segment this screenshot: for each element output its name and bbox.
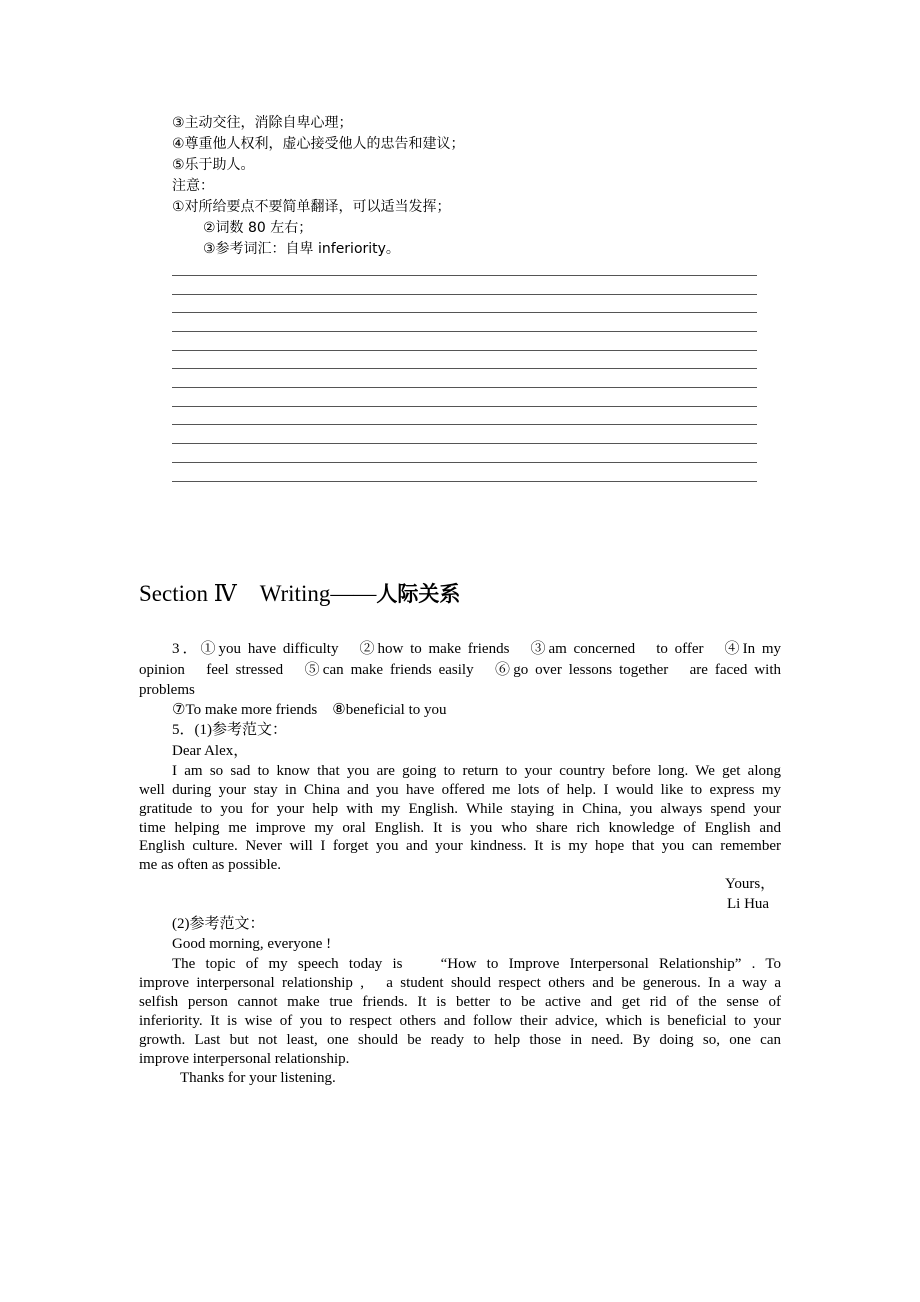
- section-title: [139, 578, 460, 610]
- speech-body-line: selfish person cannot make true friends. It is better to be active and get rid of the sense of: [139, 994, 781, 1010]
- answer-line[interactable]: [172, 368, 757, 369]
- requirement-point-5: ⑤乐于助人。: [172, 157, 255, 173]
- letter-body-line: I am so sad to know that you are going to return to your country before long. We get along: [172, 763, 781, 779]
- answer-line[interactable]: [172, 424, 757, 425]
- speech-body-line: improve interpersonal relationship , a student should respect others and be generous. In a way a: [139, 975, 781, 991]
- speech-body-line: improve interpersonal relationship.: [139, 1051, 350, 1067]
- q3-line-3: problems: [139, 682, 195, 698]
- answer-line[interactable]: [172, 331, 757, 332]
- speech-greeting: Good morning, everyone !: [172, 936, 332, 952]
- section-title-cn: 人际关系: [376, 582, 461, 606]
- note-3: ③参考词汇：自卑 inferiority。: [203, 241, 400, 257]
- requirement-point-4: ④尊重他人权利，虚心接受他人的忠告和建议；: [172, 136, 465, 152]
- answer-line[interactable]: [172, 312, 757, 313]
- answer-line[interactable]: [172, 350, 757, 351]
- q3-line-2: opinion feel stressed ⑤can make friends easily ⑥go over lessons together are faced with: [139, 662, 781, 678]
- notes-label: 注意：: [172, 178, 214, 194]
- letter-body-line: English culture. Never will I forget you and your kindness. It is my hope that you can remember: [139, 838, 781, 854]
- speech-closing: Thanks for your listening.: [180, 1070, 336, 1086]
- letter-salutation: Dear Alex，: [172, 743, 249, 759]
- letter-body-line: well during your stay in China and you have offered me lots of help. I would like to express my: [139, 782, 781, 798]
- note-2: ②词数 80 左右；: [203, 220, 313, 236]
- answer-line[interactable]: [172, 406, 757, 407]
- speech-body-line: growth. Last but not least, one should be ready to help those in need. By doing so, one can: [139, 1032, 781, 1048]
- letter-closing: Yours，: [725, 876, 776, 892]
- q5-2-label: (2)参考范文：: [172, 916, 265, 932]
- answer-line[interactable]: [172, 387, 757, 388]
- letter-signature: Li Hua: [727, 896, 770, 912]
- note-1: ①对所给要点不要简单翻译，可以适当发挥；: [172, 199, 451, 215]
- answer-line[interactable]: [172, 294, 757, 295]
- q5-1-label: 5．(1)参考范文：: [172, 722, 287, 738]
- answer-line[interactable]: [172, 275, 757, 276]
- speech-body-line: inferiority. It is wise of you to respect others and follow their advice, which is beneficial to your: [139, 1013, 781, 1029]
- section-title-en: Section Ⅳ Writing——: [139, 581, 377, 606]
- letter-body-line: time helping me improve my oral English. It is you who share rich knowledge of English and: [139, 820, 781, 836]
- speech-body-line: The topic of my speech today is “How to Improve Interpersonal Relationship” . To: [172, 956, 781, 972]
- q3-line-1: 3．①you have difficulty ②how to make friends ③am concerned to offer ④In my: [172, 641, 781, 657]
- answer-line[interactable]: [172, 443, 757, 444]
- letter-body-line: gratitude to you for your help with my English. While staying in China, you always spend your: [139, 801, 781, 817]
- answer-line[interactable]: [172, 481, 757, 482]
- requirement-point-3: ③主动交往，消除自卑心理；: [172, 115, 353, 131]
- q3-line-4: ⑦To make more friends ⑧beneficial to you: [172, 702, 447, 718]
- letter-body-line: me as often as possible.: [139, 857, 282, 873]
- answer-line[interactable]: [172, 462, 757, 463]
